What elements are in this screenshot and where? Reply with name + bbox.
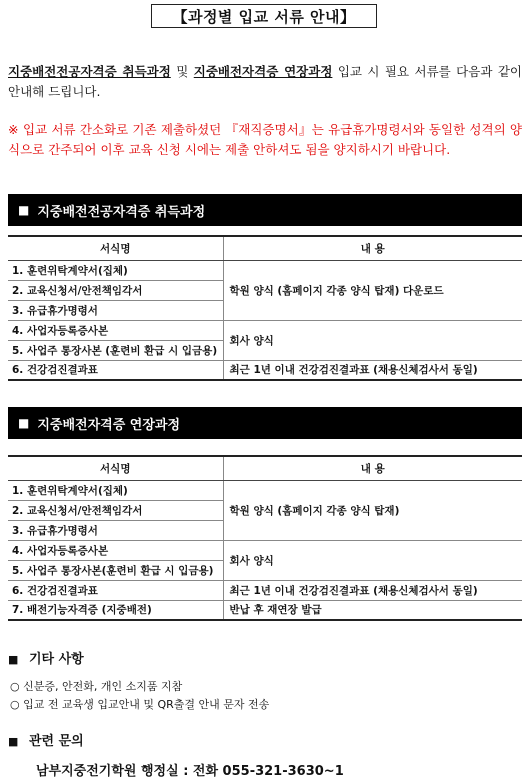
table-row	[8, 480, 522, 500]
etc-heading	[8, 648, 84, 667]
intro-course1: 지중배전전공자격증 취득과정	[8, 64, 171, 79]
inquiry-marker: ■	[8, 735, 19, 748]
inquiry-heading	[8, 730, 84, 749]
etc-item-1: ○ 신분증, 안전화, 개인 소지품 지참	[10, 680, 183, 693]
intro-conj: 및	[170, 64, 194, 79]
table-row	[8, 260, 522, 280]
form-content: 학원 양식 (홈페이지 각종 양식 탑재)	[223, 480, 522, 540]
form-name: 1. 훈련위탁계약서(집체)	[8, 260, 223, 280]
form-name: 5. 사업주 통장사본 (훈련비 환급 시 입금용)	[8, 340, 223, 360]
form-content: 회사 양식	[223, 540, 522, 580]
form-name: 5. 사업주 통장사본(훈련비 환급 시 입금용)	[8, 560, 223, 580]
form-name: 2. 교육신청서/안전책임각서	[8, 500, 223, 520]
table-header-form: 서식명	[8, 236, 223, 260]
inquiry-title: 관련 문의	[28, 734, 84, 749]
table-header-form: 서식명	[8, 456, 223, 480]
notice-text: ※ 입교 서류 간소화로 기존 제출하셨던 『재직증명서』는 유급휴가명령서와 동일한 성격의 양식으로 간주되어 이후 교육 신청 시에는 제출 안하셔도 됨을 양지하시기 바랍니다.	[8, 122, 522, 157]
page-title: 【과정별 입교 서류 안내】	[151, 4, 377, 28]
etc-item-2: ○ 입교 전 교육생 입교안내 및 QR출결 안내 문자 전송	[10, 698, 270, 711]
section1-header	[8, 194, 522, 226]
form-content: 최근 1년 이내 건강검진결과표 (채용신체검사서 동일)	[223, 360, 522, 380]
etc-title: 기타 사항	[28, 652, 84, 667]
form-content: 반납 후 재연장 발급	[223, 600, 522, 620]
form-content: 회사 양식	[223, 320, 522, 360]
section2-marker: ■	[18, 416, 30, 430]
form-name: 6. 건강검진결과표	[8, 360, 223, 380]
intro-rest: 입교 시 필요 서류를 다음과 같이 안내해 드립니다.	[8, 64, 522, 99]
table-row	[8, 580, 522, 600]
form-name: 3. 유급휴가명령서	[8, 520, 223, 540]
form-content: 최근 1년 이내 건강검진결과표 (채용신체검사서 동일)	[223, 580, 522, 600]
table-row	[8, 320, 522, 340]
form-name: 4. 사업자등록증사본	[8, 320, 223, 340]
intro-course2: 지중배전자격증 연장과정	[193, 64, 333, 79]
section1-title: 지중배전전공자격증 취득과정	[37, 204, 206, 220]
section1-table	[8, 235, 522, 381]
form-name: 6. 건강검진결과표	[8, 580, 223, 600]
table-header-content: 내 용	[223, 236, 522, 260]
form-name: 4. 사업자등록증사본	[8, 540, 223, 560]
form-name: 1. 훈련위탁계약서(집체)	[8, 480, 223, 500]
contact-info: 남부지중전기학원 행정실 : 전화 055-321-3630~1	[36, 764, 344, 779]
section2-title: 지중배전자격증 연장과정	[37, 417, 181, 433]
section2-header	[8, 407, 522, 439]
form-name: 3. 유급휴가명령서	[8, 300, 223, 320]
table-row	[8, 360, 522, 380]
table-row	[8, 600, 522, 620]
table-row	[8, 540, 522, 560]
form-name: 7. 배전기능자격증 (지중배전)	[8, 600, 223, 620]
form-name: 2. 교육신청서/안전책임각서	[8, 280, 223, 300]
etc-marker: ■	[8, 653, 19, 666]
table-header-content: 내 용	[223, 456, 522, 480]
section1-marker: ■	[18, 203, 30, 217]
section2-table	[8, 455, 522, 621]
form-content: 학원 양식 (홈페이지 각종 양식 탑재) 다운로드	[223, 260, 522, 320]
intro-paragraph	[8, 62, 522, 102]
